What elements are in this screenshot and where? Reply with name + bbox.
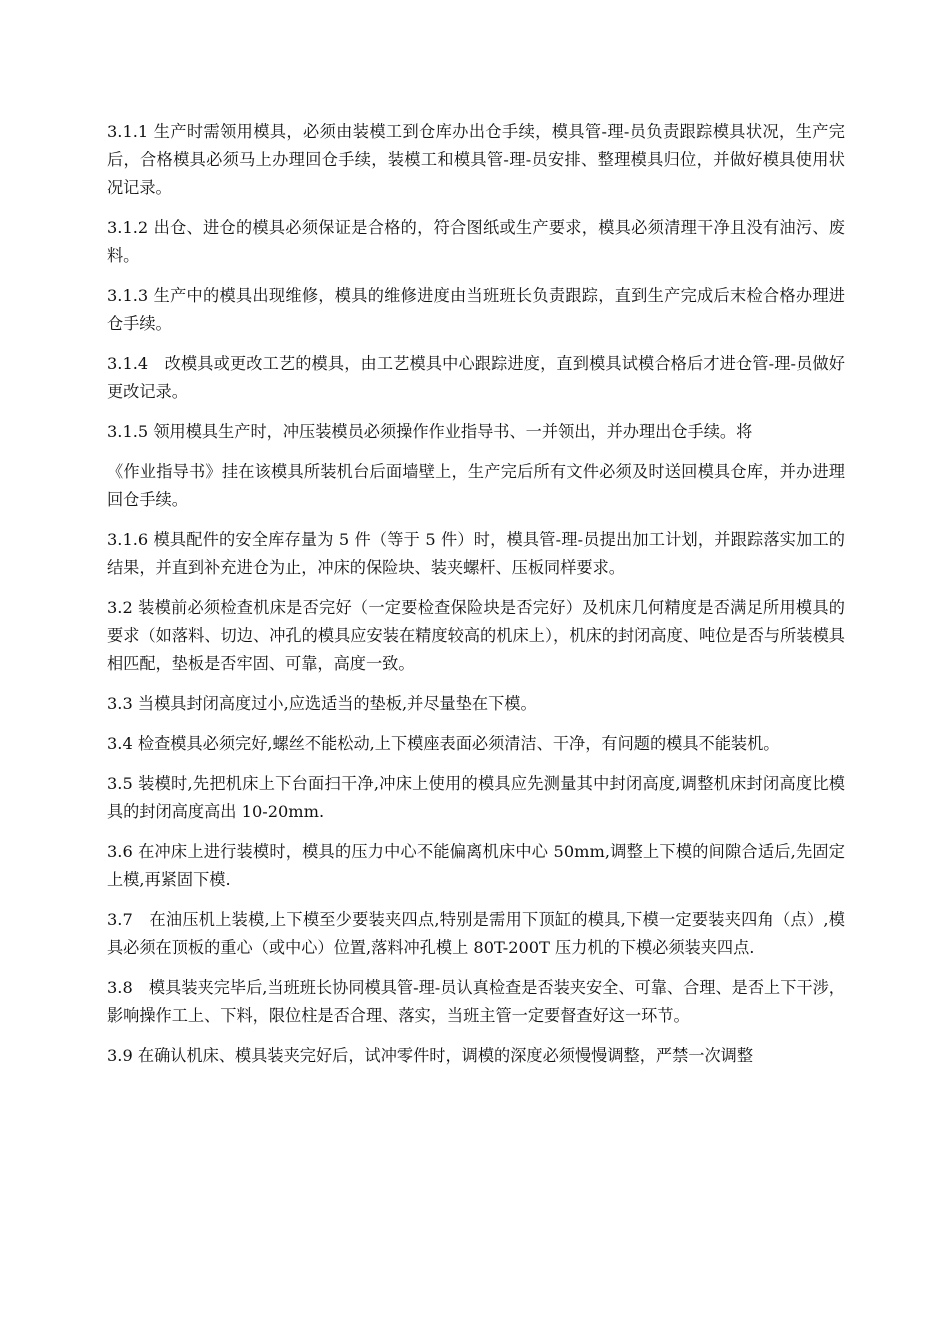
paragraph-3-1-5: 3.1.5 领用模具生产时，冲压装模员必须操作作业指导书、一并领出，并办理出仓手续。将 (107, 422, 753, 441)
paragraph-3-7: 3.7 在油压机上装模,上下模至少要装夹四点,特别是需用下顶缸的模具,下模一定要装夹四角（点）,模具必须在顶板的重心（或中心）位置,落料冲孔模上 80T-200T 压力机的下模必须装夹四点. (107, 910, 845, 957)
paragraph-3-6: 3.6 在冲床上进行装模时，模具的压力中心不能偏离机床中心 50mm,调整上下模的间隙合适后,先固定上模,再紧固下模. (107, 842, 845, 889)
paragraph-3-5: 3.5 装模时,先把机床上下台面扫干净,冲床上使用的模具应先测量其中封闭高度,调整机床封闭高度比模具的封闭高度高出 10-20mm. (107, 774, 845, 821)
document-body (107, 118, 845, 1082)
paragraph-3-1-4: 3.1.4 改模具或更改工艺的模具，由工艺模具中心跟踪进度，直到模具试模合格后才进仓管-理-员做好更改记录。 (107, 354, 845, 401)
paragraph-3-8: 3.8 模具装夹完毕后,当班班长协同模具管-理-员认真检查是否装夹安全、可靠、合理、是否上下干涉，影响操作工上、下料，限位柱是否合理、落实，当班主管一定要督查好这一环节。 (107, 978, 845, 1025)
paragraph-3-1-2: 3.1.2 出仓、进仓的模具必须保证是合格的，符合图纸或生产要求，模具必须清理干净且没有油污、废料。 (107, 218, 845, 265)
paragraph-3-1-3: 3.1.3 生产中的模具出现维修，模具的维修进度由当班班长负责跟踪，直到生产完成后末检合格办理进仓手续。 (107, 286, 845, 333)
paragraph-3-2: 3.2 装模前必须检查机床是否完好（一定要检查保险块是否完好）及机床几何精度是否满足所用模具的要求（如落料、切边、冲孔的模具应安装在精度较高的机床上），机床的封闭高度、吨位是否与所装模具相匹配，垫板是否牢固、可靠，高度一致。 (107, 598, 845, 673)
paragraph-3-4: 3.4 检查模具必须完好,螺丝不能松动,上下模座表面必须清洁、干净，有问题的模具不能装机。 (107, 734, 780, 753)
paragraph-3-1-6: 3.1.6 模具配件的安全库存量为 5 件（等于 5 件）时，模具管-理-员提出加工计划，并跟踪落实加工的结果，并直到补充进仓为止，冲床的保险块、装夹螺杆、压板同样要求。 (107, 530, 845, 577)
paragraph-3-9: 3.9 在确认机床、模具装夹完好后，试冲零件时，调模的深度必须慢慢调整，严禁一次调整 (107, 1046, 754, 1065)
paragraph-3-3: 3.3 当模具封闭高度过小,应选适当的垫板,并尽量垫在下模。 (107, 694, 537, 713)
paragraph-3-1-5-continued: 《作业指导书》挂在该模具所装机台后面墙壁上，生产完后所有文件必须及时送回模具仓库，并办进理回仓手续。 (107, 462, 845, 509)
paragraph-3-1-1: 3.1.1 生产时需领用模具，必须由装模工到仓库办出仓手续，模具管-理-员负责跟踪模具状况，生产完后，合格模具必须马上办理回仓手续，装模工和模具管-理-员安排、整理模具归位，并做好模具使用状况记录。 (107, 122, 845, 197)
